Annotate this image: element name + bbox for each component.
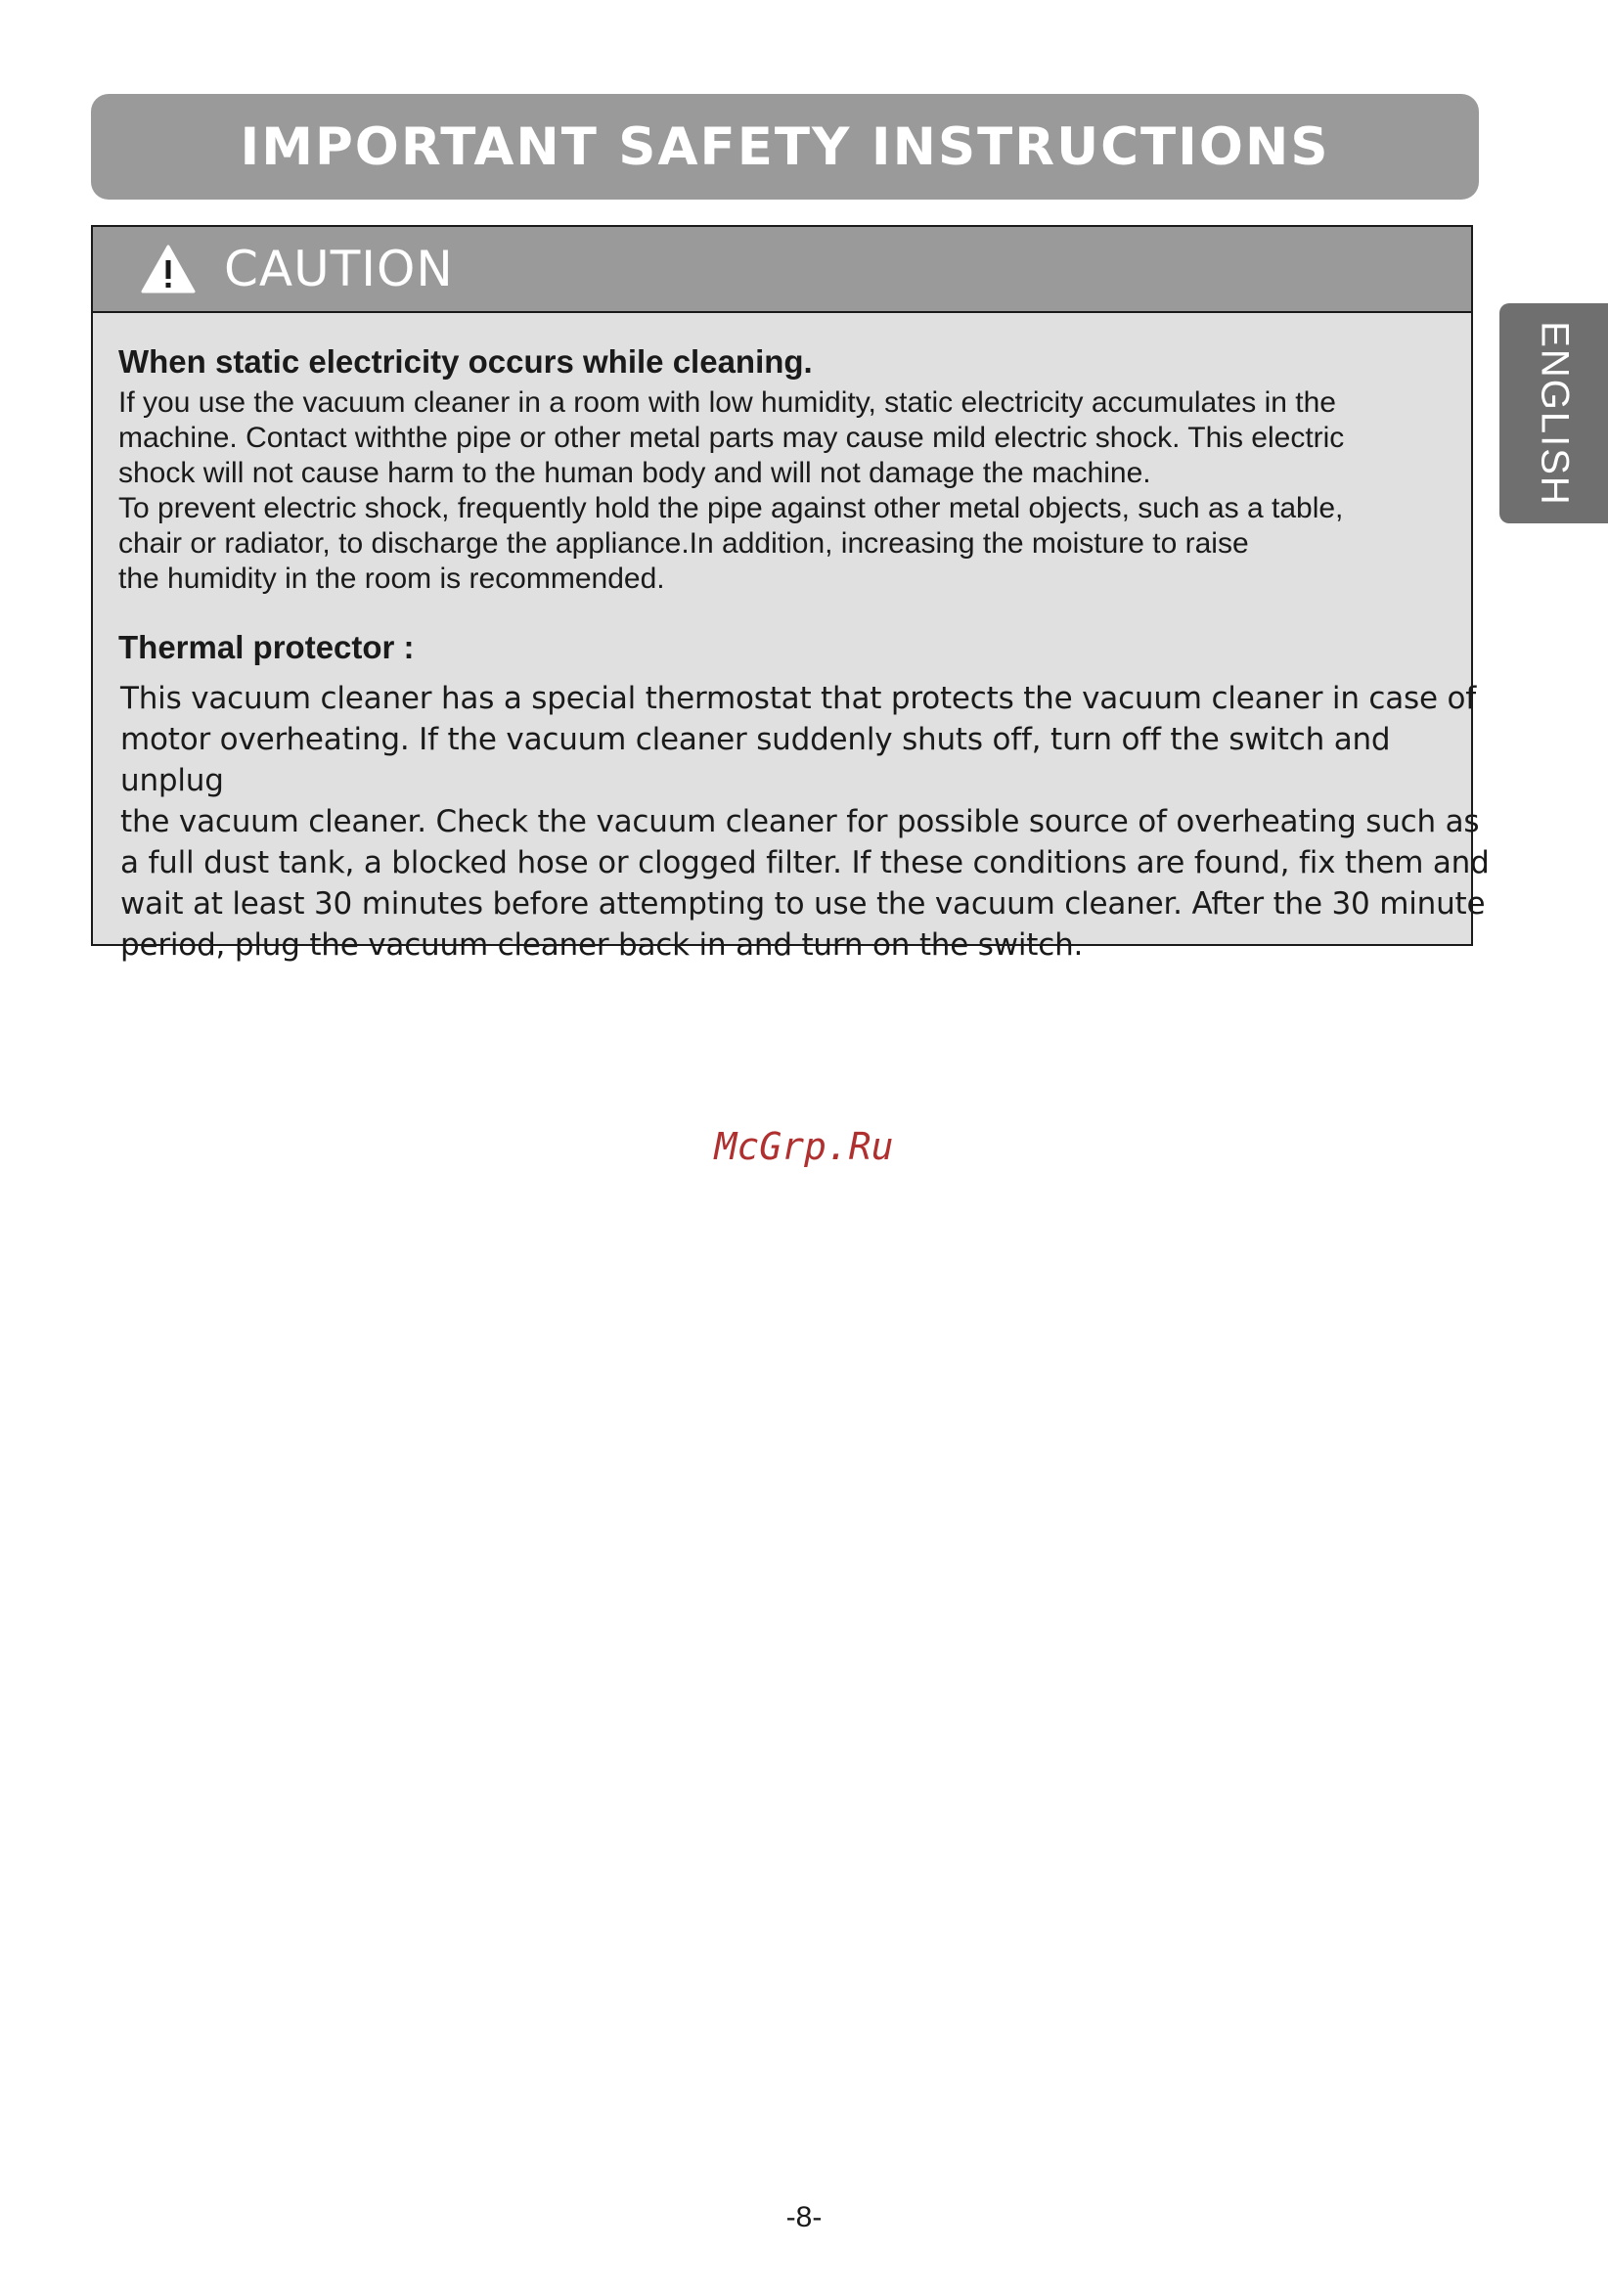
static-line: machine. Contact withthe pipe or other metal parts may cause mild electric shock. This electric <box>118 421 1345 454</box>
static-line: the humidity in the room is recommended. <box>118 562 665 595</box>
language-tab <box>1499 303 1608 523</box>
thermal-line: period, plug the vacuum cleaner back in and turn on the switch. <box>120 927 1084 964</box>
warning-triangle-icon <box>140 244 197 294</box>
thermal-line: a full dust tank, a blocked hose or clogged filter. If these conditions are found, fix them and <box>120 845 1490 881</box>
page-title: IMPORTANT SAFETY INSTRUCTIONS <box>240 116 1330 177</box>
static-line: To prevent electric shock, frequently hold the pipe against other metal objects, such as a table, <box>118 491 1344 524</box>
static-line: chair or radiator, to discharge the appliance.In addition, increasing the moisture to raise <box>118 526 1249 560</box>
language-tab-label: ENGLISH <box>1533 320 1576 507</box>
caution-content <box>93 313 1490 966</box>
caution-header <box>93 227 1471 313</box>
static-section-body <box>118 385 1488 597</box>
watermark: McGrp.Ru <box>714 1125 894 1168</box>
static-line: If you use the vacuum cleaner in a room with low humidity, static electricity accumulates in the <box>118 385 1336 419</box>
static-section-title: When static electricity occurs while cleaning. <box>118 343 813 380</box>
thermal-section-body <box>120 678 1490 966</box>
thermal-line: wait at least 30 minutes before attempting to use the vacuum cleaner. After the 30 minute <box>120 886 1486 923</box>
title-banner <box>91 94 1479 200</box>
thermal-line: This vacuum cleaner has a special thermostat that protects the vacuum cleaner in case of <box>120 681 1477 717</box>
page-number: -8- <box>785 2201 823 2233</box>
caution-label: CAUTION <box>224 241 454 297</box>
thermal-line: the vacuum cleaner. Check the vacuum cleaner for possible source of overheating such as <box>120 804 1480 840</box>
thermal-section-title: Thermal protector : <box>118 628 415 665</box>
thermal-line: motor overheating. If the vacuum cleaner suddenly shuts off, turn off the switch and unplug <box>120 722 1391 799</box>
static-line: shock will not cause harm to the human body and will not damage the machine. <box>118 456 1151 489</box>
caution-box <box>91 225 1490 964</box>
